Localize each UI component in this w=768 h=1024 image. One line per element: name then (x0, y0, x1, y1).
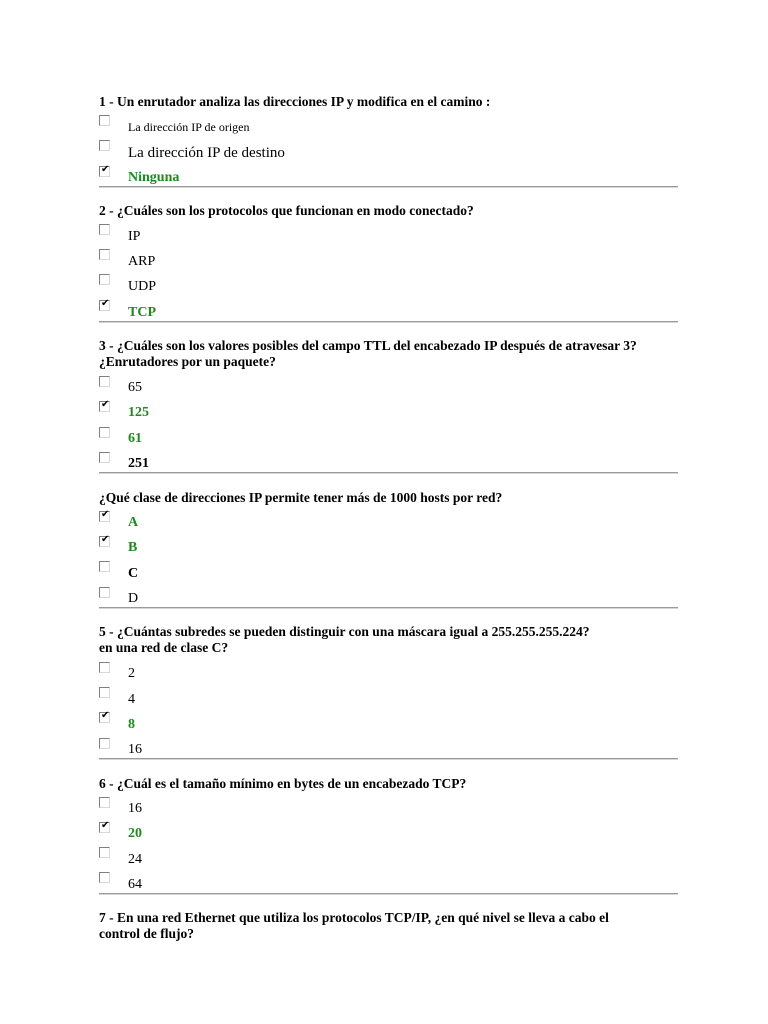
question-7-line-1: 7 - En una red Ethernet que utiliza los protocolos TCP/IP, ¿en qué nivel se lleva a cabo el (99, 910, 609, 925)
checkbox-checked[interactable] (99, 300, 110, 311)
question-3-line-1: 3 - ¿Cuáles son los valores posibles del campo TTL del encabezado IP después de atravesar 3? (99, 338, 637, 353)
question-6-option-3[interactable] (99, 847, 679, 867)
checkbox-checked[interactable] (99, 536, 110, 547)
separator-line (99, 607, 678, 609)
checkbox-unchecked[interactable] (99, 738, 110, 749)
question-5-option-2[interactable] (99, 687, 679, 707)
checkbox-unchecked[interactable] (99, 452, 110, 463)
option-label: La dirección IP de destino (128, 145, 285, 161)
option-label-correct: A (128, 515, 139, 530)
checkmark-icon: ✔ (101, 710, 110, 721)
option-label: 251 (128, 456, 149, 471)
option-label-correct: 8 (128, 717, 135, 732)
checkbox-unchecked[interactable] (99, 687, 110, 698)
separator-line (99, 321, 678, 323)
checkmark-icon: ✔ (101, 399, 110, 410)
option-label: D (128, 591, 139, 606)
checkbox-checked[interactable] (99, 822, 110, 833)
question-5-text (99, 624, 679, 656)
question-6-option-2[interactable] (99, 822, 679, 842)
question-3-option-1[interactable] (99, 376, 679, 396)
option-label-correct: Ninguna (128, 170, 180, 185)
checkmark-icon: ✔ (101, 164, 110, 175)
checkbox-unchecked[interactable] (99, 274, 110, 285)
question-6-option-4[interactable] (99, 872, 679, 892)
checkbox-unchecked[interactable] (99, 249, 110, 260)
option-label: 2 (128, 666, 135, 681)
checkbox-unchecked[interactable] (99, 115, 110, 126)
checkbox-checked[interactable] (99, 401, 110, 412)
option-label: IP (128, 229, 141, 244)
question-3-option-3[interactable] (99, 427, 679, 447)
question-3-text (99, 338, 679, 370)
question-4-option-1[interactable] (99, 511, 679, 531)
question-1-text: 1 - Un enrutador analiza las direcciones IP y modifica en el camino : (99, 94, 491, 109)
checkmark-icon: ✔ (101, 534, 110, 545)
checkbox-checked[interactable] (99, 712, 110, 723)
checkbox-unchecked[interactable] (99, 662, 110, 673)
question-1-option-1[interactable] (99, 115, 679, 135)
option-label-correct: B (128, 540, 138, 555)
option-label-correct: 20 (128, 826, 142, 841)
question-5-line-1: 5 - ¿Cuántas subredes se pueden distinguir con una máscara igual a 255.255.255.224? (99, 624, 590, 639)
checkbox-unchecked[interactable] (99, 376, 110, 387)
separator-line (99, 186, 678, 188)
checkbox-unchecked[interactable] (99, 872, 110, 883)
checkbox-unchecked[interactable] (99, 797, 110, 808)
question-7-text (99, 910, 679, 942)
question-2-option-4[interactable] (99, 300, 679, 320)
separator-line (99, 472, 678, 474)
checkbox-unchecked[interactable] (99, 140, 110, 151)
question-3-option-4[interactable] (99, 452, 679, 472)
question-4-text: ¿Qué clase de direcciones IP permite tener más de 1000 hosts por red? (99, 490, 503, 505)
option-label: 16 (128, 742, 142, 757)
option-label: C (128, 566, 139, 581)
question-3-option-2[interactable] (99, 401, 679, 421)
checkmark-icon: ✔ (101, 298, 110, 309)
option-label-correct: 125 (128, 405, 149, 420)
option-label: 64 (128, 877, 142, 892)
option-label-correct: TCP (128, 305, 156, 320)
checkbox-checked[interactable] (99, 511, 110, 522)
question-1-option-3[interactable] (99, 166, 679, 186)
option-label: 4 (128, 692, 135, 707)
question-2-option-1[interactable] (99, 224, 679, 244)
option-label: UDP (128, 279, 157, 294)
separator-line (99, 758, 678, 760)
question-1-option-2[interactable] (99, 140, 679, 160)
checkbox-unchecked[interactable] (99, 847, 110, 858)
question-2-text: 2 - ¿Cuáles son los protocolos que funcionan en modo conectado? (99, 203, 474, 218)
question-6-text: 6 - ¿Cuál es el tamaño mínimo en bytes de un encabezado TCP? (99, 776, 467, 791)
checkmark-icon: ✔ (101, 509, 110, 520)
question-4-option-2[interactable] (99, 536, 679, 556)
option-label: 24 (128, 852, 142, 867)
separator-line (99, 893, 678, 895)
question-3-line-2: ¿Enrutadores por un paquete? (99, 354, 276, 369)
question-4-option-4[interactable] (99, 587, 679, 607)
question-5-option-4[interactable] (99, 738, 679, 758)
question-5-option-1[interactable] (99, 662, 679, 682)
option-label: 65 (128, 380, 142, 395)
checkbox-unchecked[interactable] (99, 587, 110, 598)
option-label: ARP (128, 254, 156, 269)
question-6-option-1[interactable] (99, 797, 679, 817)
question-7-line-2: control de flujo? (99, 926, 194, 941)
checkbox-unchecked[interactable] (99, 427, 110, 438)
checkmark-icon: ✔ (101, 820, 110, 831)
checkbox-unchecked[interactable] (99, 224, 110, 235)
question-2-option-3[interactable] (99, 274, 679, 294)
question-5-option-3[interactable] (99, 712, 679, 732)
question-5-line-2: en una red de clase C? (99, 640, 229, 655)
option-label-correct: 61 (128, 431, 142, 446)
option-label: La dirección IP de origen (128, 120, 250, 134)
question-4-option-3[interactable] (99, 561, 679, 581)
checkbox-checked[interactable] (99, 166, 110, 177)
question-2-option-2[interactable] (99, 249, 679, 269)
option-label: 16 (128, 801, 142, 816)
checkbox-unchecked[interactable] (99, 561, 110, 572)
